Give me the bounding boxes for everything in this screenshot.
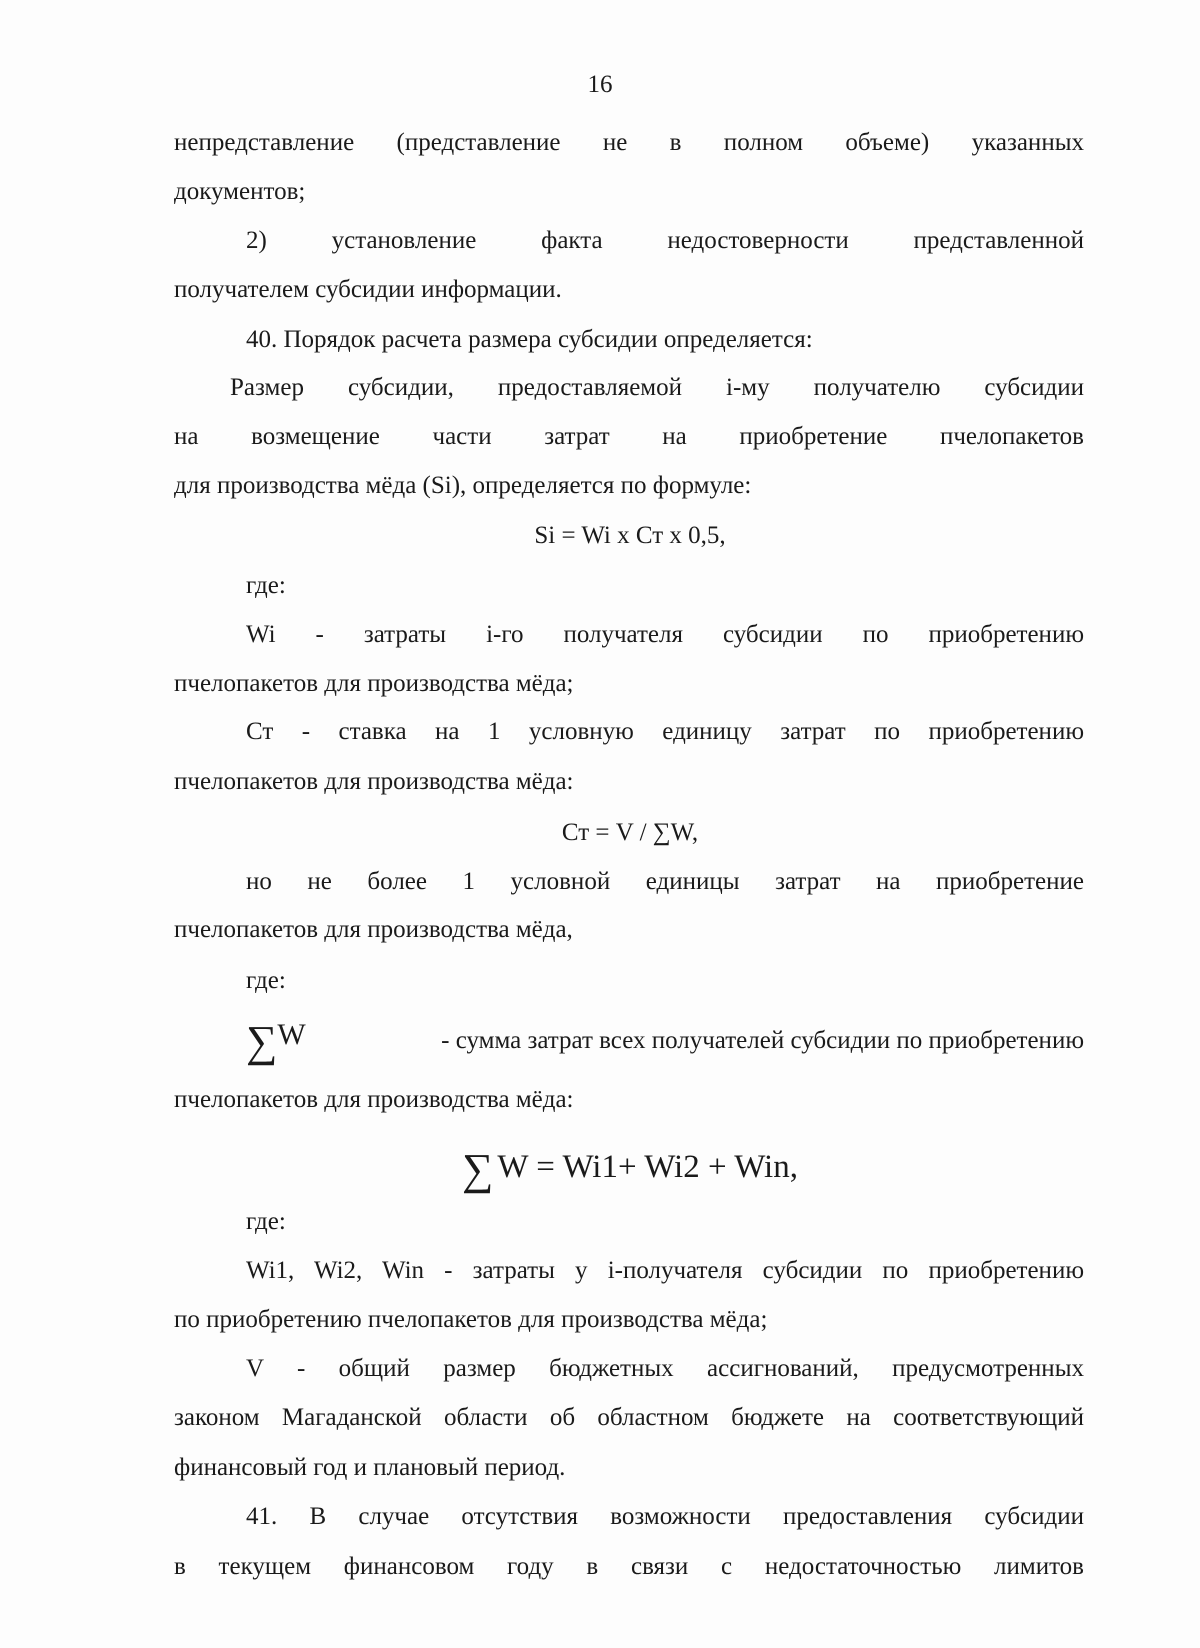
text-line: 2) установление факта недостоверности представленной xyxy=(246,227,1084,254)
sigma-symbol: ∑ xyxy=(462,1145,494,1194)
text-line: в текущем финансовом году в связи с недостаточностью лимитов xyxy=(174,1553,1084,1580)
text-line: где: xyxy=(246,967,286,994)
text-line: пчелопакетов для производства мёда, xyxy=(174,916,573,943)
text-line: непредставление (представление не в полном объеме) указанных xyxy=(174,129,1084,156)
text-line: Wi - затраты i-го получателя субсидии по приобретению xyxy=(246,621,1084,648)
text-line: для производства мёда (Si), определяется по формуле: xyxy=(174,472,752,499)
text-line: V - общий размер бюджетных ассигнований, предусмотренных xyxy=(246,1355,1084,1382)
text-line: финансовый год и плановый период. xyxy=(174,1454,566,1481)
sigma-symbol: ∑ xyxy=(246,1017,278,1066)
w-symbol: W xyxy=(277,1018,306,1051)
text-line: по приобретению пчелопакетов для производства мёда; xyxy=(174,1306,768,1333)
text-line: где: xyxy=(246,1208,286,1235)
section-heading-41: 41. В случае отсутствия возможности предоставления субсидии xyxy=(246,1503,1084,1530)
text-line: законом Магаданской области об областном бюджете на соответствующий xyxy=(174,1404,1084,1431)
text-line: пчелопакетов для производства мёда: xyxy=(174,768,574,795)
formula-ct: Ст = V / ∑W, xyxy=(561,819,699,846)
formula-sum-w-text: W = Wi1+ Wi2 + Win, xyxy=(497,1149,798,1185)
formula-sum-w xyxy=(0,1145,1200,1194)
text-line: пчелопакетов для производства мёда; xyxy=(174,670,574,697)
sum-definition-line xyxy=(246,1017,1084,1066)
text-line: Wi1, Wi2, Win - затраты у i-получателя субсидии по приобретению xyxy=(246,1257,1084,1284)
text-line: пчелопакетов для производства мёда: xyxy=(174,1086,574,1113)
text-line: документов; xyxy=(174,178,306,205)
text-line: - сумма затрат всех получателей субсидии по приобретению xyxy=(441,1027,1084,1054)
page-number: 16 xyxy=(587,71,613,98)
text-line: получателем субсидии информации. xyxy=(174,276,562,303)
text-line: Размер субсидии, предоставляемой i-му получателю субсидии xyxy=(230,374,1084,401)
section-heading-40: 40. Порядок расчета размера субсидии определяется: xyxy=(246,326,813,353)
text-line: на возмещение части затрат на приобретение пчелопакетов xyxy=(174,423,1084,450)
text-line: Ст - ставка на 1 условную единицу затрат по приобретению xyxy=(246,718,1084,745)
formula-si: Si = Wi x Ст x 0,5, xyxy=(534,522,726,549)
sum-symbol xyxy=(246,1017,306,1066)
text-line: где: xyxy=(246,572,286,599)
text-line: но не более 1 условной единицы затрат на приобретение xyxy=(246,868,1084,895)
